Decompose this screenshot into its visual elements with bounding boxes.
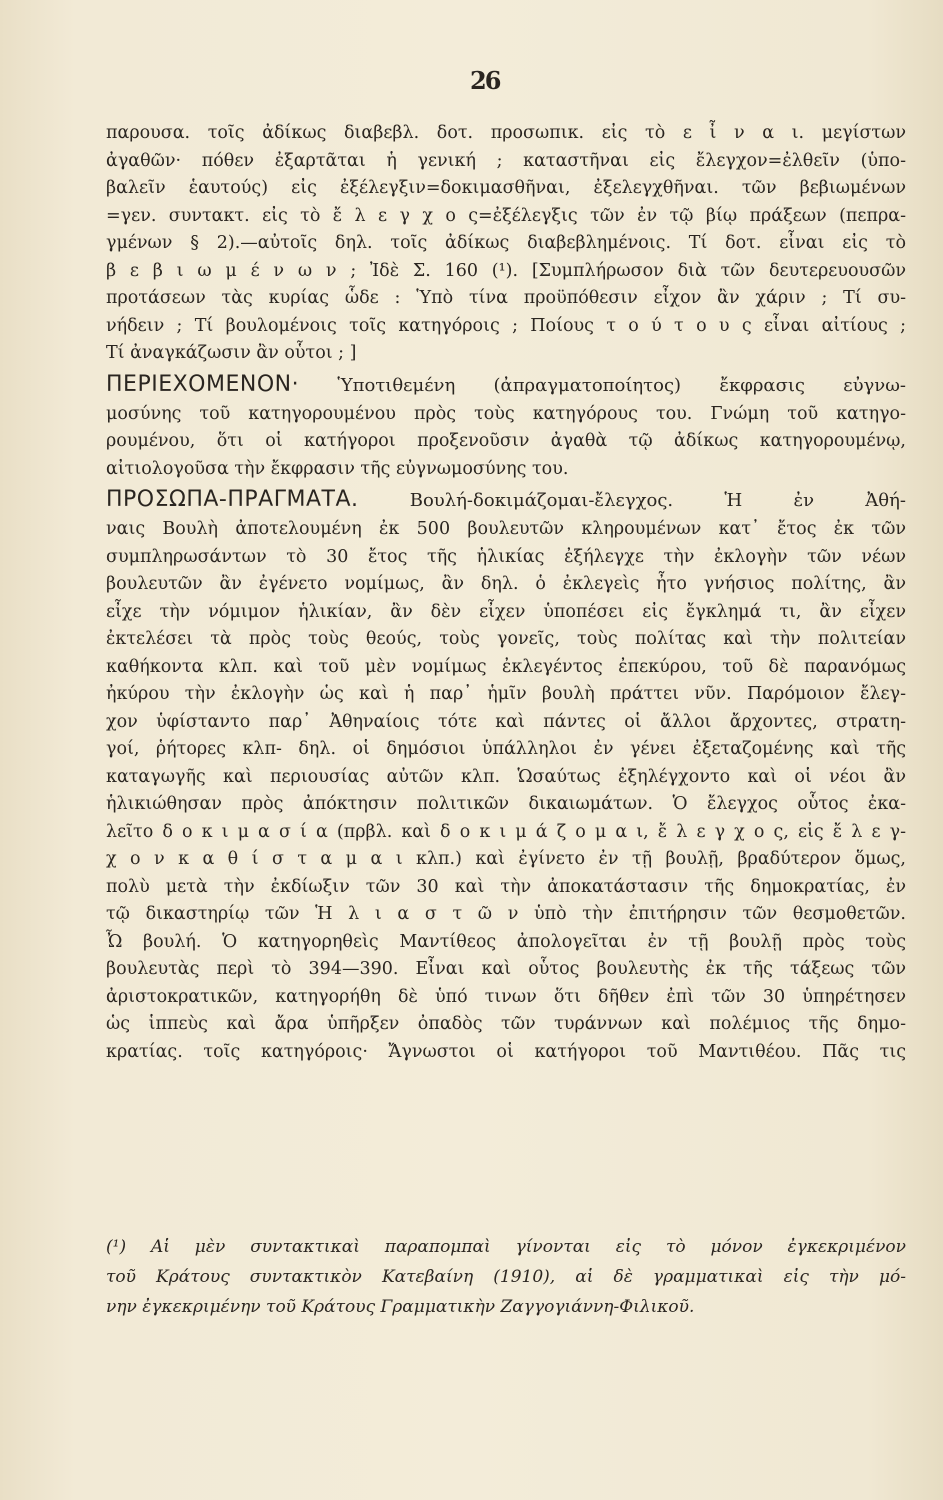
- text-line: (¹) Αἱ μὲν συντακτικαὶ παραπομπαὶ γίνονται εἰς τὸ μόνον ἐγκεκριμένον: [106, 1237, 906, 1257]
- section-heading-content: ΠΕΡΙΕΧΟΜΕΝΟΝ·: [106, 371, 300, 397]
- paragraph-persons: [106, 516, 906, 1066]
- text-line: γοί, ῥήτορες κλπ- δηλ. οἱ δημόσιοι ὑπάλληλοι ἐν γένει ἐξεταζομένης καὶ τῆς: [106, 739, 906, 759]
- text-line: κρατίας. τοῖς κατηγόροις· Ἄγνωστοι οἱ κατήγοροι τοῦ Μαντιθέου. Πᾶς τις: [106, 1041, 906, 1062]
- text-line: βουλευτὰς περὶ τὸ 394—390. Εἶναι καὶ οὗτος βουλευτὴς ἐκ τῆς τάξεως τῶν: [106, 959, 906, 979]
- text-line: ἐκτελέσει τὰ πρὸς τοὺς θεούς, τοὺς γονεῖς, τοὺς πολίτας καὶ τὴν πολιτείαν: [106, 629, 906, 649]
- text-line: γμένων § 2).—αὐτοῖς δηλ. τοῖς ἀδίκως διαβεβλημένοις. Τί δοτ. εἶναι εἰς τὸ: [106, 233, 906, 253]
- text-line: νήδειν ; Τί βουλομένοις τοῖς κατηγόροις ; Ποίους τ ο ύ τ ο υ ς εἶναι αἰτίους ;: [106, 315, 906, 336]
- paragraph-commentary: [106, 120, 906, 368]
- heading-line-text: Βουλή-δοκιμάζομαι-ἔλεγχος. Ἡ ἐν Ἀθή-: [358, 490, 906, 511]
- text-line: Ὦ βουλή. Ὁ κατηγορηθεὶς Μαντίθεος ἀπολογεῖται ἐν τῇ βουλῇ πρὸς τοὺς: [106, 931, 906, 952]
- text-line: χ ο ν κ α θ ί σ τ α μ α ι κλπ.) καὶ ἐγίνετο ἐν τῇ βουλῇ, βραδύτερον ὅμως,: [106, 849, 906, 869]
- text-line: ὡς ἱππεὺς καὶ ἄρα ὑπῆρξεν ὀπαδὸς τῶν τυράννων καὶ πολέμιος τῆς δημο-: [106, 1014, 906, 1034]
- text-line: ἀριστοκρατικῶν, κατηγορήθη δὲ ὑπό τινων ὅτι δῆθεν ἐπὶ τῶν 30 ὑπηρέτησεν: [106, 986, 906, 1007]
- paragraph-content-heading-line: [106, 368, 906, 401]
- paragraph-persons-heading-line: [106, 483, 906, 516]
- text-line: χον ὑφίσταντο παρ᾽ Ἀθηναίοις τότε καὶ πάντες οἱ ἄλλοι ἄρχοντες, στρατη-: [106, 711, 906, 732]
- footnote: [106, 1232, 906, 1322]
- text-line: λεῖτο δ ο κ ι μ α σ ί α (πρβλ. καὶ δ ο κ ι μ ά ζ ο μ α ι, ἔ λ ε γ χ ο ς, εἰς ἔ λ ε γ-: [106, 821, 906, 842]
- text-line: προτάσεων τὰς κυρίας ὧδε : Ὑπὸ τίνα προϋπόθεσιν εἶχον ἂν χάριν ; Τί συ-: [106, 288, 906, 308]
- text-line: αἰτιολογοῦσα τὴν ἔκφρασιν τῆς εὐγνωμοσύνης του.: [106, 458, 569, 479]
- text-line: ἀγαθῶν· πόθεν ἐξαρτᾶται ἡ γενική ; καταστῆναι εἰς ἔλεγχον=ἐλθεῖν (ὑπο-: [106, 150, 906, 171]
- text-line: β ε β ι ω μ έ ν ω ν ; Ἰδὲ Σ. 160 (¹). [Συμπλήρωσον διὰ τῶν δευτερευουσῶν: [106, 260, 906, 281]
- text-line: παρουσα. τοῖς ἀδίκως διαβεβλ. δοτ. προσωπικ. εἰς τὸ ε ἶ ν α ι. μεγίστων: [106, 123, 906, 143]
- text-line: εἶχε τὴν νόμιμον ἡλικίαν, ἂν δὲν εἶχεν ὑποπέσει εἰς ἔγκλημά τι, ἂν εἶχεν: [106, 601, 906, 622]
- text-line: πολὺ μετὰ τὴν ἐκδίωξιν τῶν 30 καὶ τὴν ἀποκατάστασιν τῆς δημοκρατίας, ἐν: [106, 876, 906, 897]
- text-line: καθήκοντα κλπ. καὶ τοῦ μὲν νομίμως ἐκλεγέντος ἐπεκύρου, τοῦ δὲ παρανόμως: [106, 656, 906, 677]
- text-line: ρουμένου, ὅτι οἱ κατήγοροι προξενοῦσιν ἀγαθὰ τῷ ἀδίκως κατηγορουμένῳ,: [106, 431, 906, 451]
- text-line: ἡλικιώθησαν πρὸς ἀπόκτησιν πολιτικῶν δικαιωμάτων. Ὁ ἔλεγχος οὗτος ἐκα-: [106, 794, 906, 814]
- text-line: Τί ἀναγκάζωσιν ἂν οὗτοι ; ]: [106, 343, 357, 363]
- text-line: βουλευτῶν ἂν ἐγένετο νομίμως, ἂν δηλ. ὁ ἐκλεγεὶς ἦτο γνήσιος πολίτης, ἂν: [106, 574, 906, 594]
- text-line: καταγωγῆς καὶ περιουσίας αὐτῶν κλπ. Ὡσαύτως ἐξηλέγχοντο καὶ οἱ νέοι ἂν: [106, 766, 906, 787]
- text-line: συμπληρωσάντων τὸ 30 ἔτος τῆς ἡλικίας ἐξήλεγχε τὴν ἐκλογὴν τῶν νέων: [106, 546, 906, 567]
- text-line: νην ἐγκεκριμένην τοῦ Κράτους Γραμματικὴν Ζαγγογιάννη-Φιλικοῦ.: [106, 1297, 695, 1317]
- paragraph-content: [106, 401, 906, 484]
- text-line: βαλεῖν ἑαυτούς) εἰς ἐξέλεγξιν=δοκιμασθῆναι, ἐξελεγχθῆναι. τῶν βεβιωμένων: [106, 178, 906, 198]
- section-heading-persons: ΠΡΟΣΩΠΑ-ΠΡΑΓΜΑΤΑ.: [106, 487, 359, 512]
- text-line: μοσύνης τοῦ κατηγορουμένου πρὸς τοὺς κατηγόρους του. Γνώμη τοῦ κατηγο-: [106, 403, 906, 424]
- heading-line-text: Ὑποτιθεμένη (ἀπραγματοποίητος) ἔκφρασις εὐγνω-: [299, 374, 906, 396]
- page-number: 26: [470, 66, 500, 95]
- text-line: τοῦ Κράτους συντακτικὸν Κατεβαίνη (1910), αἱ δὲ γραμματικαὶ εἰς τὴν μό-: [106, 1267, 906, 1287]
- text-line: τῷ δικαστηρίῳ τῶν Ἡ λ ι α σ τ ῶ ν ὑπὸ τὴν ἐπιτήρησιν τῶν θεσμοθετῶν.: [106, 904, 906, 924]
- text-line: ἠκύρου τὴν ἐκλογὴν ὡς καὶ ἡ παρ᾽ ἡμῖν βουλὴ πράττει νῦν. Παρόμοιον ἔλεγ-: [106, 684, 906, 704]
- main-text: [106, 120, 906, 1066]
- text-line: =γεν. συντακτ. εἰς τὸ ἔ λ ε γ χ ο ς=ἐξέλεγξις τῶν ἐν τῷ βίῳ πράξεων (πεπρα-: [106, 205, 906, 226]
- text-line: ναις Βουλὴ ἀποτελουμένη ἐκ 500 βουλευτῶν κληρουμένων κατ᾽ ἔτος ἐκ τῶν: [106, 519, 906, 539]
